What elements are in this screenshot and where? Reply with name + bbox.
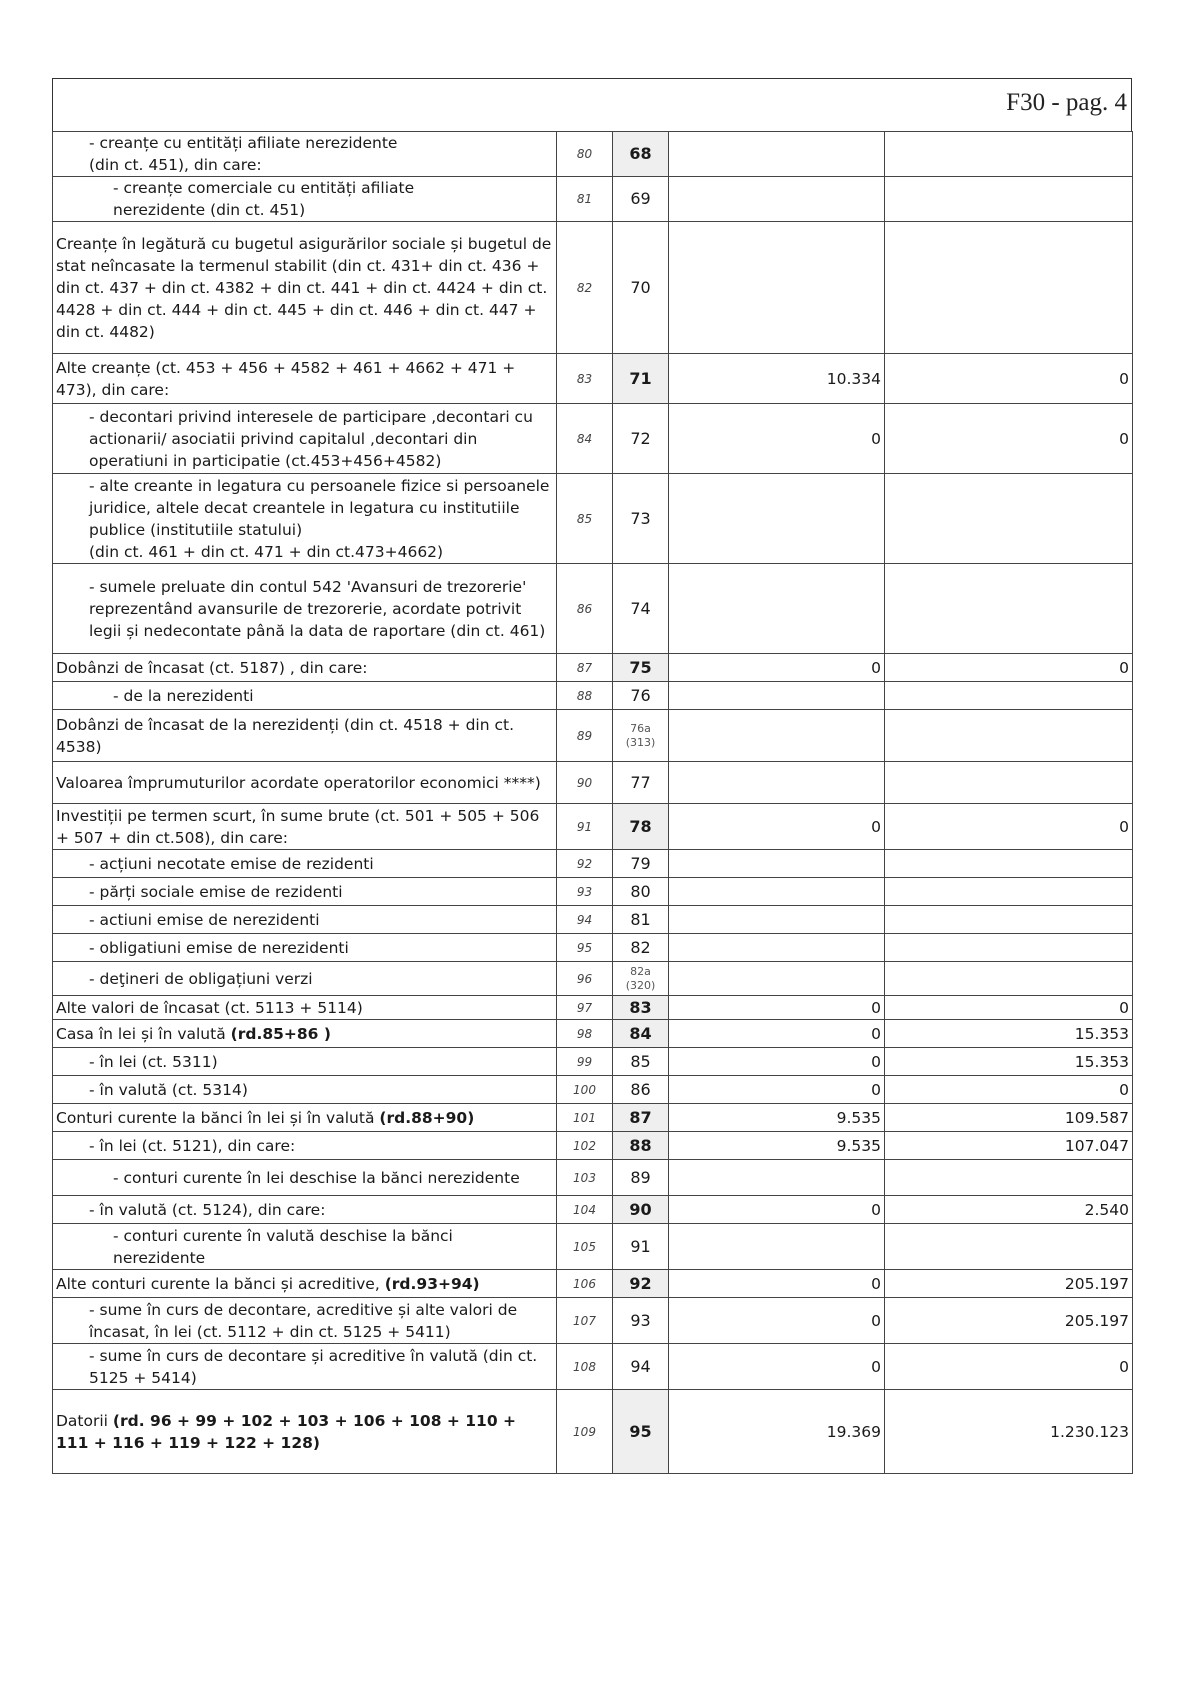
value-previous-period [669,177,885,222]
row-number: 95 [557,934,613,962]
row-code: 90 [613,1196,669,1224]
row-description [53,710,557,762]
row-code: 70 [613,222,669,354]
table-row [53,1224,1133,1270]
row-number: 106 [557,1270,613,1298]
table-row [53,1076,1133,1104]
value-current-period [885,132,1133,177]
value-current-period [885,710,1133,762]
value-current-period: 15.353 [885,1020,1133,1048]
value-previous-period: 9.535 [669,1132,885,1160]
table-row [53,1270,1133,1298]
row-code: 71 [613,354,669,404]
value-previous-period [669,906,885,934]
row-code: 88 [613,1132,669,1160]
row-description [53,1132,557,1160]
row-number: 100 [557,1076,613,1104]
table-row [53,1160,1133,1196]
row-description-text: Alte valori de încasat (ct. 5113 + 5114) [56,998,363,1017]
table-row [53,1298,1133,1344]
table-row [53,850,1133,878]
value-previous-period: 9.535 [669,1104,885,1132]
row-description [53,762,557,804]
value-current-period: 109.587 [885,1104,1133,1132]
value-current-period: 15.353 [885,1048,1133,1076]
value-current-period: 0 [885,354,1133,404]
table-row [53,878,1133,906]
row-number: 86 [557,564,613,654]
table-row [53,1020,1133,1048]
row-code: 84 [613,1020,669,1048]
value-previous-period [669,564,885,654]
value-previous-period: 0 [669,1020,885,1048]
row-number: 93 [557,878,613,906]
row-number: 83 [557,354,613,404]
row-description-text: Dobânzi de încasat (ct. 5187) , din care: [56,658,368,677]
row-code: 73 [613,474,669,564]
row-code-main: 76a [630,721,651,735]
row-description [53,354,557,404]
row-code: 72 [613,404,669,474]
value-current-period [885,222,1133,354]
row-description-text: - sume în curs de decontare și acreditive în valută (din ct. 5125 + 5414) [89,1346,538,1387]
value-previous-period: 0 [669,404,885,474]
row-description [53,132,557,177]
row-code: 91 [613,1224,669,1270]
row-description-text: - decontari privind interesele de participare ,decontari cu actionarii/ asociatii privind capitalul ,decontari din operatiuni in participatie (ct.453+456+4582) [89,407,533,470]
row-description-text: - de la nerezidenti [113,686,254,705]
row-code: 89 [613,1160,669,1196]
value-previous-period: 0 [669,1196,885,1224]
table-row [53,996,1133,1020]
value-current-period [885,177,1133,222]
value-previous-period: 0 [669,1298,885,1344]
row-description-text: - în valută (ct. 5124), din care: [89,1200,326,1219]
row-description-text: - conturi curente în lei deschise la bănci nerezidente [113,1168,520,1187]
value-previous-period [669,1224,885,1270]
value-current-period: 0 [885,996,1133,1020]
table-row [53,906,1133,934]
row-code: 81 [613,906,669,934]
row-code: 82 [613,934,669,962]
row-description-text: Investiții pe termen scurt, în sume brute (ct. 501 + 505 + 506 + 507 + din ct.508), din care: [56,806,540,847]
table-row [53,1344,1133,1390]
row-code: 92 [613,1270,669,1298]
table-row [53,710,1133,762]
value-current-period [885,682,1133,710]
value-current-period: 0 [885,1344,1133,1390]
value-current-period [885,1160,1133,1196]
row-number: 101 [557,1104,613,1132]
table-row [53,1196,1133,1224]
row-description-text: - creanțe cu entități afiliate nerezidente [89,134,398,152]
table-row [53,962,1133,996]
value-current-period: 205.197 [885,1298,1133,1344]
value-current-period: 2.540 [885,1196,1133,1224]
value-previous-period: 0 [669,996,885,1020]
value-previous-period: 10.334 [669,354,885,404]
row-code: 94 [613,1344,669,1390]
row-code: 78 [613,804,669,850]
row-code: 87 [613,1104,669,1132]
value-current-period [885,474,1133,564]
row-description [53,1344,557,1390]
table-row [53,1390,1133,1474]
row-description [53,404,557,474]
row-formula: (rd.85+86 ) [230,1024,331,1043]
value-previous-period [669,962,885,996]
row-description [53,682,557,710]
value-previous-period: 19.369 [669,1390,885,1474]
row-description-text: nerezidente [113,1248,206,1267]
row-description-text: (din ct. 451), din care: [89,156,262,174]
table-row [53,762,1133,804]
value-current-period [885,906,1133,934]
row-code [613,710,669,762]
row-code [613,962,669,996]
row-code: 85 [613,1048,669,1076]
value-current-period [885,962,1133,996]
value-previous-period [669,850,885,878]
table-row [53,1104,1133,1132]
row-formula: (rd.93+94) [384,1274,480,1293]
row-description [53,850,557,878]
value-previous-period [669,878,885,906]
row-description-text: Conturi curente la bănci în lei și în valută [56,1108,380,1127]
value-current-period: 107.047 [885,1132,1133,1160]
row-description [53,962,557,996]
value-previous-period: 0 [669,654,885,682]
row-description-text: Valoarea împrumuturilor acordate operatorilor economici ****) [56,773,541,792]
row-number: 89 [557,710,613,762]
table-row [53,804,1133,850]
row-description-text: - în lei (ct. 5121), din care: [89,1136,296,1155]
row-code: 93 [613,1298,669,1344]
page-label: F30 - pag. 4 [1006,89,1127,116]
row-code: 83 [613,996,669,1020]
row-description-text: - în valută (ct. 5314) [89,1080,248,1099]
table-row [53,132,1133,177]
table-row [53,404,1133,474]
row-number: 91 [557,804,613,850]
row-description-text: - obligatiuni emise de nerezidenti [89,938,349,957]
table-row [53,654,1133,682]
row-description [53,1196,557,1224]
value-previous-period [669,222,885,354]
value-previous-period [669,474,885,564]
row-description [53,474,557,564]
row-description [53,1020,557,1048]
row-description [53,804,557,850]
value-previous-period [669,762,885,804]
row-code: 79 [613,850,669,878]
value-previous-period [669,682,885,710]
row-number: 84 [557,404,613,474]
row-formula: (rd.88+90) [379,1108,475,1127]
row-code-sub: (320) [625,978,656,992]
row-description-text: - sume în curs de decontare, acreditive și alte valori de încasat, în lei (ct. 5112 + din ct. 5125 + 5411) [89,1300,518,1341]
value-previous-period [669,710,885,762]
row-number: 96 [557,962,613,996]
row-number: 85 [557,474,613,564]
table-row [53,354,1133,404]
row-description-text: Datorii [56,1411,113,1430]
row-number: 99 [557,1048,613,1076]
row-number: 94 [557,906,613,934]
row-description [53,564,557,654]
row-description [53,906,557,934]
value-current-period [885,934,1133,962]
row-number: 87 [557,654,613,682]
value-current-period [885,762,1133,804]
row-description-text: - actiuni emise de nerezidenti [89,910,320,929]
row-code: 75 [613,654,669,682]
row-description [53,1224,557,1270]
row-number: 80 [557,132,613,177]
row-description [53,1298,557,1344]
row-number: 109 [557,1390,613,1474]
row-description [53,1270,557,1298]
row-number: 107 [557,1298,613,1344]
row-description-text: Alte conturi curente la bănci și acreditive, [56,1274,385,1293]
row-description [53,222,557,354]
row-number: 88 [557,682,613,710]
row-code: 76 [613,682,669,710]
row-formula: (rd. 96 + 99 + 102 + 103 + 106 + 108 + 110 + 111 + 116 + 119 + 122 + 128) [56,1411,517,1452]
row-number: 108 [557,1344,613,1390]
row-description [53,654,557,682]
row-description-text: (din ct. 461 + din ct. 471 + din ct.473+4662) [89,542,444,561]
row-code: 68 [613,132,669,177]
table-row [53,934,1133,962]
row-description [53,996,557,1020]
value-previous-period: 0 [669,1048,885,1076]
value-current-period: 205.197 [885,1270,1133,1298]
row-description-text: Casa în lei și în valută [56,1024,231,1043]
row-description-text: - părți sociale emise de rezidenti [89,882,343,901]
row-description [53,177,557,222]
value-previous-period: 0 [669,1270,885,1298]
page-header [52,78,1132,131]
value-previous-period: 0 [669,804,885,850]
row-number: 81 [557,177,613,222]
table-row [53,177,1133,222]
row-code: 74 [613,564,669,654]
row-description-text: - deţineri de obligațiuni verzi [89,969,313,988]
row-description-text: - alte creante in legatura cu persoanele fizice si persoanele juridice, altele decat creantele in legatura cu institutiile publice (institutiile statului) [89,476,550,539]
value-current-period [885,1224,1133,1270]
value-previous-period [669,934,885,962]
row-description-text: nerezidente (din ct. 451) [113,201,306,219]
value-current-period [885,564,1133,654]
value-current-period: 0 [885,1076,1133,1104]
row-description [53,1104,557,1132]
value-current-period: 1.230.123 [885,1390,1133,1474]
value-previous-period: 0 [669,1344,885,1390]
row-description-text: - acțiuni necotate emise de rezidenti [89,854,374,873]
table-row [53,474,1133,564]
row-description-text: - sumele preluate din contul 542 'Avansuri de trezorerie' reprezentând avansurile de trezorerie, acordate potrivit legii și nedecontate până la data de raportare (din ct. 461) [89,577,546,640]
row-number: 92 [557,850,613,878]
table-row [53,222,1133,354]
row-number: 82 [557,222,613,354]
table-row [53,1048,1133,1076]
table-row [53,564,1133,654]
row-number: 90 [557,762,613,804]
row-code: 86 [613,1076,669,1104]
table-row [53,1132,1133,1160]
row-description-text: - conturi curente în valută deschise la bănci [113,1226,453,1245]
row-description [53,1048,557,1076]
table-row [53,682,1133,710]
value-previous-period [669,1160,885,1196]
value-current-period: 0 [885,654,1133,682]
row-description-text: Creanțe în legătură cu bugetul asigurărilor sociale și bugetul de stat neîncasate la termenul stabilit (din ct. 431+ din ct. 436 + din ct. 437 + din ct. 4382 + din ct. 441 + din ct. 4424 + din ct. 4428 + din ct. 444 + din ct. 445 + din ct. 446 + din ct. 447 + din ct. 4482) [56,234,552,341]
value-current-period: 0 [885,804,1133,850]
row-description-text: Alte creanțe (ct. 453 + 456 + 4582 + 461 + 4662 + 471 + 473), din care: [56,358,516,399]
row-number: 104 [557,1196,613,1224]
value-previous-period [669,132,885,177]
row-description-text: - în lei (ct. 5311) [89,1052,218,1071]
value-previous-period: 0 [669,1076,885,1104]
balance-table [52,131,1133,1474]
row-description [53,878,557,906]
value-current-period [885,878,1133,906]
form-page [52,78,1132,1474]
row-description-text: Dobânzi de încasat de la nerezidenți (din ct. 4518 + din ct. 4538) [56,715,514,756]
row-description [53,1076,557,1104]
row-code: 95 [613,1390,669,1474]
row-code: 69 [613,177,669,222]
row-code: 77 [613,762,669,804]
row-code-main: 82a [630,964,651,978]
row-description [53,1160,557,1196]
row-number: 98 [557,1020,613,1048]
row-code: 80 [613,878,669,906]
row-code-sub: (313) [625,735,656,749]
value-current-period [885,850,1133,878]
value-current-period: 0 [885,404,1133,474]
row-number: 97 [557,996,613,1020]
row-number: 102 [557,1132,613,1160]
row-number: 103 [557,1160,613,1196]
row-description-text: - creanțe comerciale cu entități afiliate [113,179,415,197]
row-number: 105 [557,1224,613,1270]
row-description [53,934,557,962]
row-description [53,1390,557,1474]
